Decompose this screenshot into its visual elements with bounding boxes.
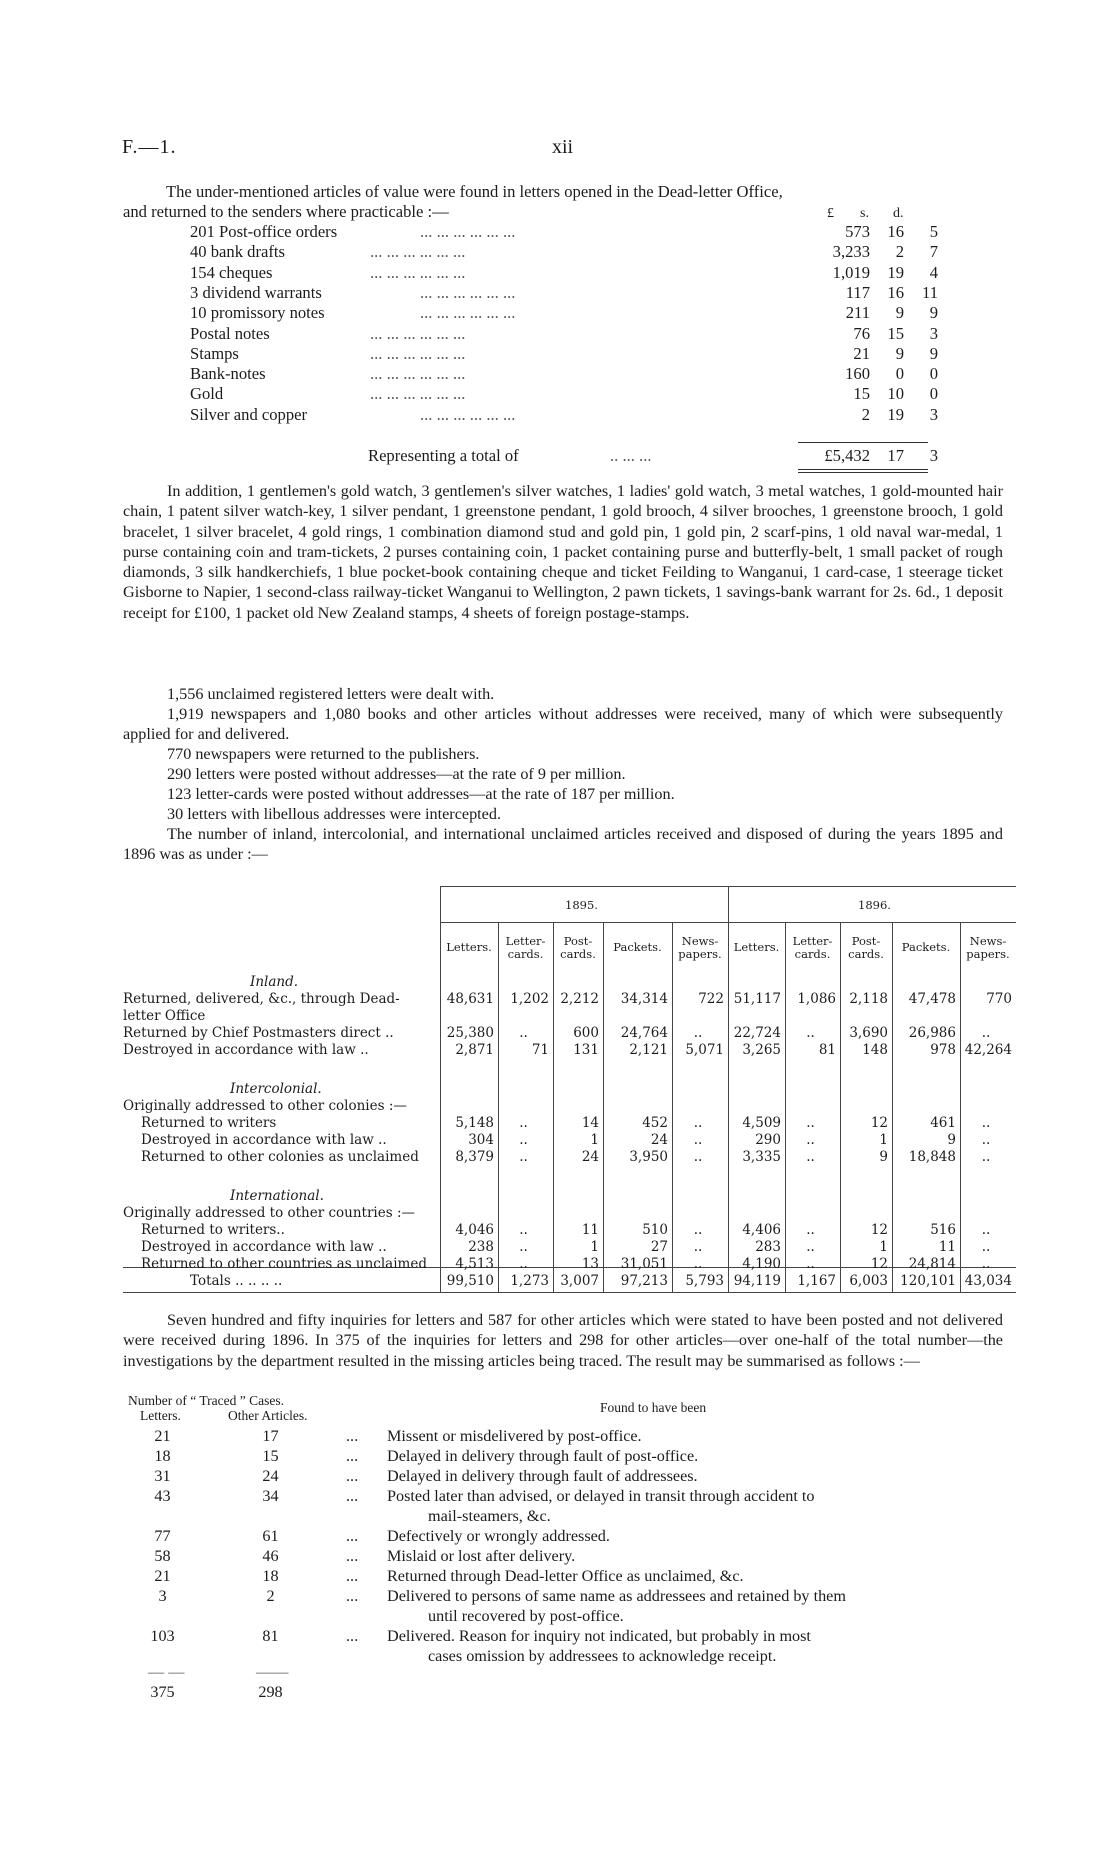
valuable-label: 3 dividend warrants	[190, 282, 322, 302]
table-value: ..	[981, 1239, 991, 1255]
valuable-label: Postal notes	[190, 323, 270, 343]
total-row	[190, 446, 970, 466]
column-header: Letter- cards.	[505, 934, 546, 961]
dot-leader: ... ... ... ... ... ...	[370, 343, 466, 363]
row-label: Destroyed in accordance with law ..	[123, 1042, 369, 1058]
dot-leader: ... ... ... ... ... ...	[420, 303, 516, 323]
valuable-pounds: 160	[845, 364, 870, 384]
traced-other: 17	[262, 1427, 279, 1445]
table-value: 600	[573, 1025, 599, 1041]
table-value: 9	[947, 1132, 956, 1148]
table-value: 1	[879, 1132, 888, 1148]
table-bottom-rule	[123, 1292, 1016, 1293]
section-subtitle: Originally addressed to other colonies :—	[123, 1098, 407, 1114]
valuable-label: 154 cheques	[190, 262, 273, 282]
total-value: 43,034	[964, 1273, 1012, 1289]
valuable-pence: 4	[929, 262, 938, 282]
traced-leader: ...	[346, 1547, 359, 1565]
row-label: Returned to writers..	[141, 1222, 285, 1238]
valuable-row	[190, 384, 970, 404]
traced-letters: 77	[154, 1527, 171, 1545]
valuable-row	[190, 242, 970, 262]
table-value: 18,848	[908, 1149, 956, 1165]
traced-letters: 3	[158, 1587, 167, 1605]
statement-3: 770 newspapers were returned to the publishers.	[167, 745, 480, 763]
row-label: Returned to writers	[141, 1115, 277, 1131]
table-value: ..	[693, 1132, 703, 1148]
table-value: 27	[650, 1239, 668, 1255]
traced-leader: ...	[346, 1627, 359, 1645]
column-header: News- papers.	[966, 934, 1010, 961]
dot-leader: ... ... ... ... ... ...	[420, 282, 516, 302]
valuable-pence: 0	[929, 364, 938, 384]
table-value: 34,314	[620, 991, 668, 1007]
table-value: 3,335	[742, 1149, 781, 1165]
table-value: ..	[806, 1132, 815, 1148]
table-value: 2,118	[849, 991, 888, 1007]
inquiries-paragraph: Seven hundred and fifty inquiries for letters and 587 for other articles which were stated to have been posted and not delivered were received during 1896. In 375 of the inquiries for letters and 298 for other articles—over one-half of the total number—the investigations by the department resulted in the missing articles being traced. The result may be summarised as follows :—	[123, 1311, 1003, 1370]
section-title: Inland.	[250, 974, 299, 990]
shillings-head: s.	[860, 206, 869, 221]
statement-4: 290 letters were posted without addresses—at the rate of 9 per million.	[167, 765, 626, 783]
table-value: 3,265	[742, 1042, 781, 1058]
traced-description: Delayed in delivery through fault of addressees.	[387, 1467, 698, 1485]
table-value: 1	[590, 1239, 599, 1255]
table-value: 81	[818, 1042, 836, 1058]
dot-leader: ... ... ... ... ... ...	[370, 384, 466, 404]
row-label: Returned, delivered, &c., through Dead-	[123, 991, 400, 1007]
section-title: International.	[230, 1188, 324, 1204]
valuable-pounds: 21	[853, 343, 870, 363]
valuable-pence: 3	[929, 323, 938, 343]
statement-6: 30 letters with libellous addresses were intercepted.	[167, 805, 501, 823]
valuable-shillings: 19	[887, 262, 904, 282]
traced-head-top: Number of “ Traced ” Cases.	[128, 1393, 284, 1408]
table-value: 4,509	[742, 1115, 781, 1131]
valuable-label: Bank-notes	[190, 364, 266, 384]
valuable-pounds: 117	[845, 282, 870, 302]
valuable-pounds: 15	[853, 384, 870, 404]
total-value: 1,273	[510, 1273, 549, 1289]
traced-letters: 43	[154, 1487, 171, 1505]
valuable-shillings: 15	[887, 323, 904, 343]
traced-description: Mislaid or lost after delivery.	[387, 1547, 576, 1565]
table-value: 12	[870, 1222, 888, 1238]
table-value: 4,190	[742, 1256, 781, 1272]
table-value: ..	[981, 1222, 991, 1238]
table-value: 5,071	[685, 1042, 724, 1058]
column-header: Letter- cards.	[792, 934, 833, 961]
table-value: 11	[581, 1222, 599, 1238]
table-value: ..	[519, 1115, 528, 1131]
table-value: 148	[862, 1042, 888, 1058]
table-value: 3,950	[629, 1149, 668, 1165]
traced-other: 18	[262, 1567, 279, 1585]
table-value: 51,117	[733, 991, 781, 1007]
table-value: ..	[981, 1115, 991, 1131]
table-value: 2,212	[560, 991, 599, 1007]
valuable-pence: 9	[929, 303, 938, 323]
table-value: ..	[806, 1149, 815, 1165]
total-shillings: 17	[887, 446, 904, 465]
valuable-shillings: 19	[887, 404, 904, 424]
table-value: 452	[642, 1115, 668, 1131]
table-value: 290	[755, 1132, 781, 1148]
table-value: ..	[519, 1239, 528, 1255]
table-value: 8,379	[455, 1149, 494, 1165]
traced-leader: ...	[346, 1447, 359, 1465]
column-header: Post- cards.	[848, 934, 884, 961]
valuable-label: 201 Post-office orders	[190, 222, 338, 241]
total-value: 94,119	[733, 1273, 781, 1289]
table-value: ..	[693, 1222, 703, 1238]
traced-other: 2	[266, 1587, 275, 1605]
traced-other: 34	[262, 1487, 279, 1505]
valuable-pounds: 573	[845, 222, 870, 241]
dot-leader: ... ... ... ... ... ...	[420, 404, 516, 424]
totals-label: Totals .. .. .. ..	[190, 1273, 283, 1289]
traced-letters: 31	[154, 1467, 171, 1485]
table-value: ..	[519, 1256, 528, 1272]
traced-description: Returned through Dead-letter Office as unclaimed, &c.	[387, 1567, 744, 1585]
valuable-row	[190, 324, 970, 344]
table-value: ..	[806, 1115, 815, 1131]
traced-description: Delivered. Reason for inquiry not indicated, but probably in most	[387, 1627, 811, 1645]
table-value: 510	[642, 1222, 668, 1238]
valuable-label: Gold	[190, 384, 224, 404]
table-value: 770	[986, 991, 1012, 1007]
valuable-shillings: 2	[895, 242, 904, 262]
valuable-pence: 11	[922, 282, 938, 302]
table-value: 131	[573, 1042, 599, 1058]
dot-leader: ... ... ... ... ... ...	[370, 262, 466, 282]
table-value: ..	[806, 1222, 815, 1238]
row-label: Returned to other colonies as unclaimed	[141, 1149, 419, 1165]
traced-description: Defectively or wrongly addressed.	[387, 1527, 610, 1545]
total-value: 97,213	[620, 1273, 668, 1289]
valuable-row	[190, 283, 970, 303]
traced-leader: ...	[346, 1587, 359, 1605]
total-value: 3,007	[560, 1273, 599, 1289]
column-header: Packets.	[901, 940, 951, 954]
traced-description: Delayed in delivery through fault of post-office.	[387, 1447, 699, 1465]
table-value: ..	[693, 1256, 703, 1272]
valuable-label: Stamps	[190, 343, 239, 363]
table-value: 1,202	[510, 991, 549, 1007]
table-value: ..	[981, 1149, 991, 1165]
table-value: 24	[650, 1132, 668, 1148]
valuable-pounds: 1,019	[832, 262, 870, 282]
traced-other: 15	[262, 1447, 279, 1465]
valuable-row	[190, 344, 970, 364]
table-value: 22,724	[733, 1025, 781, 1041]
total-value: 5,793	[685, 1273, 724, 1289]
traced-description: Posted later than advised, or delayed in transit through accident to	[387, 1487, 815, 1505]
table-value: 14	[581, 1115, 599, 1131]
table-value: 9	[879, 1149, 888, 1165]
traced-letters: 21	[154, 1427, 171, 1445]
row-label: Destroyed in accordance with law ..	[141, 1132, 387, 1148]
table-value: 42,264	[964, 1042, 1012, 1058]
traced-leader: ...	[346, 1527, 359, 1545]
valuable-pence: 7	[929, 242, 938, 262]
total-rule-1	[798, 469, 928, 470]
traced-other: 24	[262, 1467, 279, 1485]
table-value: ..	[981, 1132, 991, 1148]
table-value: 24,764	[620, 1025, 668, 1041]
traced-description-continued: until recovered by post-office.	[428, 1607, 624, 1625]
table-value: ..	[519, 1025, 528, 1041]
row-label: Destroyed in accordance with law ..	[141, 1239, 387, 1255]
total-value: 6,003	[849, 1273, 888, 1289]
table-value: 1	[590, 1132, 599, 1148]
valuable-row	[190, 222, 970, 242]
valuable-pounds: 211	[845, 303, 870, 323]
row-label: Returned to other countries as unclaimed	[141, 1256, 427, 1272]
table-value: 31,051	[620, 1256, 668, 1272]
column-header: Post- cards.	[560, 934, 596, 961]
page-number: xii	[552, 136, 574, 158]
traced-leader: ...	[346, 1567, 359, 1585]
table-value: ..	[519, 1149, 528, 1165]
pounds-head: £	[827, 206, 834, 221]
valuable-shillings: 16	[887, 222, 904, 241]
statement-7: The number of inland, intercolonial, and international unclaimed articles received and disposed of during the years 1895 and 1896 was as under :—	[123, 825, 1003, 864]
traced-letters: 58	[154, 1547, 171, 1565]
total-pence: 3	[929, 446, 938, 465]
valuable-row	[190, 263, 970, 283]
traced-total-other: 298	[258, 1683, 283, 1701]
traced-letters: 18	[154, 1447, 171, 1465]
intro-line-1: The under-mentioned articles of value were found in letters opened in the Dead-letter Office,	[166, 182, 783, 201]
table-value: ..	[693, 1239, 703, 1255]
total-value: 99,510	[446, 1273, 494, 1289]
valuable-pounds: 2	[861, 404, 870, 424]
dot-leader: ... ... ... ... ... ...	[370, 323, 466, 343]
valuable-pence: 9	[929, 343, 938, 363]
traced-other: 61	[262, 1527, 279, 1545]
valuable-shillings: 16	[887, 282, 904, 302]
pence-head: d.	[893, 206, 904, 221]
table-value: 25,380	[446, 1025, 494, 1041]
valuable-shillings: 0	[895, 364, 904, 384]
traced-description: Delivered to persons of same name as addressees and retained by them	[387, 1587, 846, 1605]
table-value: ..	[981, 1025, 991, 1041]
table-value: 71	[531, 1042, 549, 1058]
traced-sum-rule-letters: — —	[148, 1663, 185, 1681]
traced-leader: ...	[346, 1427, 359, 1445]
dot-leader: ... ... ... ... ... ...	[370, 364, 466, 384]
traced-leader: ...	[346, 1467, 359, 1485]
column-header: News- papers.	[678, 934, 722, 961]
traced-other: 46	[262, 1547, 279, 1565]
table-value: 238	[468, 1239, 494, 1255]
table-value: 48,631	[446, 991, 494, 1007]
column-header: Letters.	[733, 940, 780, 954]
valuable-label: 10 promissory notes	[190, 303, 325, 323]
total-pounds: £5,432	[824, 446, 870, 465]
table-value: 12	[870, 1256, 888, 1272]
valuable-shillings: 9	[895, 303, 904, 323]
valuable-pounds: 3,233	[832, 242, 870, 262]
valuable-shillings: 10	[887, 384, 904, 404]
table-value: 12	[870, 1115, 888, 1131]
total-leader: .. ... ...	[610, 446, 652, 465]
sum-rule	[798, 442, 928, 443]
table-value: ..	[693, 1115, 703, 1131]
column-header: Packets.	[613, 940, 662, 954]
traced-description-continued: mail-steamers, &c.	[428, 1507, 551, 1525]
table-value: 722	[698, 991, 724, 1007]
valuable-row	[190, 303, 970, 323]
traced-description-continued: cases omission by addressees to acknowledge receipt.	[428, 1647, 777, 1665]
column-header: Letters.	[446, 940, 492, 954]
page-reference: F.—1.	[122, 136, 177, 158]
table-value: 13	[581, 1256, 599, 1272]
statement-5: 123 letter-cards were posted without addresses—at the rate of 187 per million.	[167, 785, 675, 803]
table-value: 461	[930, 1115, 956, 1131]
valuable-row	[190, 405, 970, 425]
table-value: 978	[930, 1042, 956, 1058]
traced-head-other: Other Articles.	[228, 1408, 308, 1423]
row-label: Returned by Chief Postmasters direct ..	[123, 1025, 394, 1041]
statement-2: 1,919 newspapers and 1,080 books and other articles without addresses were received, many of which were subsequently applied for and delivered.	[123, 705, 1003, 744]
traced-leader: ...	[346, 1487, 359, 1505]
table-value: 4,046	[455, 1222, 494, 1238]
section-title: Intercolonial.	[230, 1081, 322, 1097]
table-value: 4,406	[742, 1222, 781, 1238]
table-value: ..	[519, 1222, 528, 1238]
valuable-pence: 3	[929, 404, 938, 424]
table-value: 24,814	[908, 1256, 956, 1272]
traced-head-letters: Letters.	[140, 1408, 181, 1423]
valuable-pounds: 76	[853, 323, 870, 343]
table-value: 5,148	[455, 1115, 494, 1131]
traced-description: Missent or misdelivered by post-office.	[387, 1427, 642, 1445]
table-value: ..	[806, 1025, 815, 1041]
intro-line-2: and returned to the senders where practicable :—	[123, 202, 449, 221]
addition-paragraph: In addition, 1 gentlemen's gold watch, 3 gentlemen's silver watches, 1 ladies' gold watch, 3 metal watches, 1 gold-mounted hair chain, 1 patent silver watch-key, 1 silver pendant, 1 greenstone pendant, 1 gold brooch, 4 silver brooches, 1 greenstone brooch, 1 gold bracelet, 1 silver bracelet, 4 gold rings, 1 combination diamond stud and gold pin, 1 gold pin, 2 scarf-pins, 1 old naval war-medal, 1 purse containing coin and tram-tickets, 2 purses containing coin, 1 packet containing purse and butterfly-belt, 1 small packet of rough diamonds, 3 silk handkerchiefs, 1 blue pocket-book containing cheque and ticket Feilding to Wanganui, 1 card-case, 1 steerage ticket Gisborne to Napier, 1 second-class railway-ticket Wanganui to Wellington, 2 pawn tickets, 1 savings-bank warrant for 2s. 6d., 1 deposit receipt for £100, 1 packet old New Zealand stamps, 4 sheets of foreign postage-stamps.	[123, 482, 1003, 622]
dot-leader: ... ... ... ... ... ...	[420, 222, 516, 241]
table-value: 3,690	[849, 1025, 888, 1041]
valuable-pence: 0	[929, 384, 938, 404]
table-value: 2,871	[455, 1042, 494, 1058]
table-value: ..	[806, 1256, 815, 1272]
table-value: ..	[981, 1256, 991, 1272]
valuable-shillings: 9	[895, 343, 904, 363]
row-label-continued: letter Office	[123, 1008, 206, 1024]
traced-other: 81	[262, 1627, 279, 1645]
valuable-row	[190, 364, 970, 384]
table-value: 26,986	[908, 1025, 956, 1041]
year-1896: 1896.	[858, 898, 891, 912]
year-1895: 1895.	[565, 898, 598, 912]
valuable-label: Silver and copper	[190, 404, 308, 424]
table-value: 283	[755, 1239, 781, 1255]
dot-leader: ... ... ... ... ... ...	[370, 242, 466, 262]
table-value: 24	[581, 1149, 599, 1165]
table-value: 516	[930, 1222, 956, 1238]
section-subtitle: Originally addressed to other countries :—	[123, 1205, 416, 1221]
total-rule-2	[798, 472, 928, 473]
total-value: 120,101	[900, 1273, 956, 1289]
table-value: 1,086	[797, 991, 836, 1007]
valuable-label: 40 bank drafts	[190, 242, 285, 262]
table-value: ..	[693, 1149, 703, 1165]
table-value: 1	[879, 1239, 888, 1255]
total-label: Representing a total of	[368, 446, 519, 465]
table-value: 47,478	[908, 991, 956, 1007]
table-value: 11	[938, 1239, 956, 1255]
table-value: ..	[806, 1239, 815, 1255]
statement-1: 1,556 unclaimed registered letters were dealt with.	[167, 685, 495, 703]
total-value: 1,167	[797, 1273, 836, 1289]
table-value: 304	[468, 1132, 494, 1148]
traced-total-letters: 375	[150, 1683, 175, 1701]
traced-sum-rule-other: ——	[256, 1663, 289, 1681]
traced-letters: 21	[154, 1567, 171, 1585]
table-value: ..	[693, 1025, 703, 1041]
table-value: 2,121	[629, 1042, 668, 1058]
valuable-pence: 5	[929, 222, 938, 241]
table-value: 4,513	[455, 1256, 494, 1272]
traced-head-found: Found to have been	[600, 1400, 707, 1415]
traced-letters: 103	[150, 1627, 175, 1645]
table-value: ..	[519, 1132, 528, 1148]
